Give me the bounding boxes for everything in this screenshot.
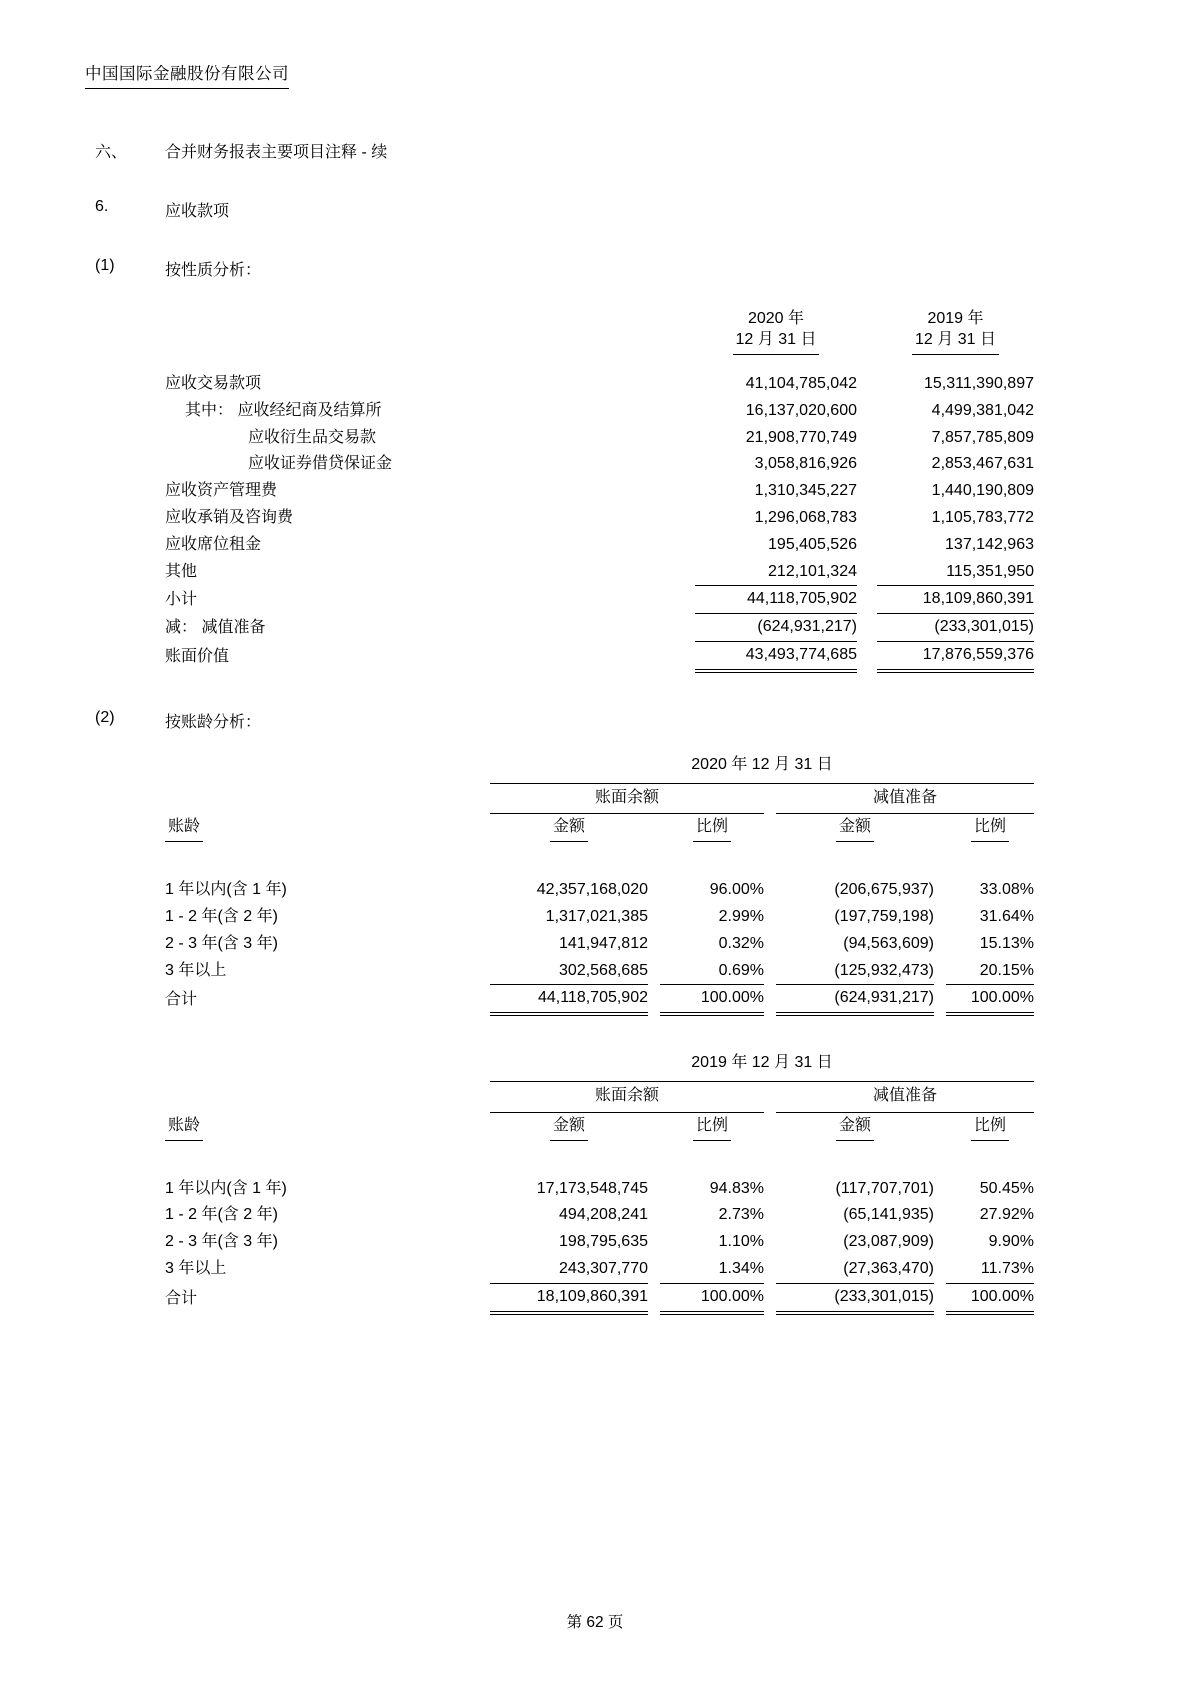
impairment-amount: (117,707,701) [835,1179,934,1197]
gross-ratio: 100.00% [660,1283,764,1312]
gross-amount: 302,568,685 [559,961,648,979]
impairment-ratio: 100.00% [946,985,1034,1014]
gross-amount: 42,357,168,020 [536,881,648,899]
gross-ratio: 0.69% [718,961,764,979]
section-note-title: 应收款项 [165,203,230,220]
row-label: 应收资产管理费 [165,482,278,500]
subtotal-row [165,586,1034,614]
table-row [165,904,1034,931]
value-2019: 137,142,963 [945,535,1034,553]
gross-ratio: 2.99% [718,907,764,925]
impairment-amount: (94,563,609) [843,934,934,952]
value-2020: 3,058,816,926 [754,455,857,473]
impairment-ratio: 50.45% [979,1179,1034,1197]
section-part2-number: (2) [95,708,115,726]
column-header-row [165,814,1034,845]
table-row [165,478,1034,505]
value-2020: 16,137,020,600 [745,401,857,419]
impairment-ratio: 27.92% [979,1206,1034,1224]
row-label: 3 年以上 [165,962,227,980]
table-row [165,371,1034,398]
table-title-row [165,1050,1034,1081]
amount-header: 金额 [550,1116,588,1141]
aging-2019-table [165,1050,1034,1314]
table-row [165,398,1034,425]
gross-amount: 243,307,770 [559,1259,648,1277]
row-label: 1 - 2 年(含 2 年) [165,907,278,925]
section-part2-title: 按账龄分析： [165,713,262,731]
value-2020: 1,296,068,783 [754,508,857,526]
gross-ratio: 1.34% [718,1259,764,1277]
table-row [165,1202,1034,1229]
date-label-2019: 12 月 31 日 [912,330,999,355]
section-part2 [95,709,1115,732]
receivables-by-nature-table [165,304,1034,673]
table-row [165,532,1034,559]
section-main [95,139,1115,162]
gross-amount: 1,317,021,385 [545,907,648,925]
section-note-number: 6. [95,198,109,215]
value-2020: 44,118,705,902 [695,586,857,614]
impairment-ratio: 20.15% [979,961,1034,979]
impairment-amount: (206,675,937) [834,881,934,899]
row-label: 3 年以上 [165,1260,227,1278]
table-row [165,877,1034,904]
table-row [165,451,1034,478]
carrying-value-row [165,641,1034,670]
value-2020: 212,101,324 [768,562,857,580]
row-label: 应收衍生品交易款 [248,428,377,446]
aging-column-label: 账龄 [165,1116,203,1141]
value-2019: (233,301,015) [877,614,1034,642]
table-title: 2019 年 12 月 31 日 [490,1050,1034,1081]
column-header-2020 [695,304,857,357]
gross-amount: 17,173,548,745 [536,1179,648,1197]
impairment-ratio: 33.08% [979,881,1034,899]
total-row [165,1283,1034,1312]
impairment-ratio: 11.73% [980,1259,1034,1277]
value-2019: 15,311,390,897 [923,374,1034,392]
gross-amount: 141,947,812 [559,934,648,952]
table-row [165,931,1034,958]
table-row [165,425,1034,452]
table-header-row [165,304,1034,357]
row-label: 1 - 2 年(含 2 年) [165,1206,278,1224]
value-2019: 115,351,950 [946,562,1034,580]
group-header-impairment: 减值准备 [776,783,1034,814]
gross-ratio: 0.32% [718,934,764,952]
table-row [165,505,1034,532]
row-label: 1 年以内(含 1 年) [165,1179,287,1197]
impairment-row [165,614,1034,642]
section-main-title: 合并财务报表主要项目注释 - 续 [165,144,388,161]
table-title-row [165,752,1034,783]
row-label: 小计 [165,590,198,608]
company-name: 中国国际金融股份有限公司 [85,60,289,89]
gross-amount: 18,109,860,391 [490,1283,648,1312]
column-header-2019 [877,304,1034,357]
value-2020: 195,405,526 [768,535,857,553]
gross-ratio: 2.73% [718,1206,764,1224]
value-2019: 17,876,559,376 [877,641,1034,670]
section-part1-number: (1) [95,257,115,274]
row-label: 其他 [165,563,198,581]
group-header-gross: 账面余额 [490,783,764,814]
table-row [165,559,1034,586]
row-label: 应收席位租金 [165,535,262,553]
group-header-row [165,1081,1034,1112]
aging-column-label: 账龄 [165,817,203,842]
gross-ratio: 1.10% [718,1233,764,1251]
amount-header: 金额 [836,817,874,842]
impairment-amount: (233,301,015) [776,1283,934,1312]
impairment-amount: (197,759,198) [834,907,934,925]
gross-amount: 198,795,635 [559,1233,648,1251]
row-label: 应收证券借贷保证金 [248,455,393,473]
row-label: 减： 减值准备 [165,618,266,636]
row-label: 合计 [165,991,198,1009]
row-label: 其中： 应收经纪商及结算所 [185,401,382,419]
value-2019: 4,499,381,042 [931,401,1034,419]
group-header-impairment: 减值准备 [776,1081,1034,1112]
section-main-number: 六、 [95,144,128,161]
impairment-ratio: 100.00% [946,1283,1034,1312]
section-note [95,198,1115,221]
value-2019: 18,109,860,391 [877,586,1034,614]
row-label: 2 - 3 年(含 3 年) [165,934,278,952]
column-header-row [165,1112,1034,1143]
value-2020: 21,908,770,749 [745,428,857,446]
gross-amount: 44,118,705,902 [490,985,648,1014]
total-row [165,985,1034,1014]
table-row [165,958,1034,985]
row-label: 2 - 3 年(含 3 年) [165,1233,278,1251]
table-row [165,1256,1034,1283]
gross-ratio: 96.00% [709,881,764,899]
group-header-gross: 账面余额 [490,1081,764,1112]
value-2020: (624,931,217) [695,614,857,642]
page-number: 第 62 页 [566,1614,624,1631]
amount-header: 金额 [550,817,588,842]
aging-2020-table [165,752,1034,1016]
impairment-ratio: 9.90% [988,1233,1034,1251]
impairment-ratio: 31.64% [979,907,1034,925]
value-2019: 2,853,467,631 [931,455,1034,473]
row-label: 应收交易款项 [165,374,262,392]
ratio-header: 比例 [971,1116,1009,1141]
ratio-header: 比例 [971,817,1009,842]
value-2019: 1,440,190,809 [931,482,1034,500]
gross-ratio: 94.83% [709,1179,764,1197]
impairment-amount: (23,087,909) [843,1233,934,1251]
impairment-amount: (65,141,935) [843,1206,934,1224]
gross-amount: 494,208,241 [559,1206,648,1224]
section-part1 [95,257,1115,280]
ratio-header: 比例 [693,817,731,842]
gross-ratio: 100.00% [660,985,764,1014]
year-label-2020: 2020 年 [747,310,805,327]
row-label: 账面价值 [165,647,230,665]
table-title: 2020 年 12 月 31 日 [490,752,1034,783]
impairment-amount: (27,363,470) [843,1259,934,1277]
group-header-row [165,783,1034,814]
value-2020: 1,310,345,227 [754,482,857,500]
value-2020: 43,493,774,685 [695,641,857,670]
value-2019: 1,105,783,772 [931,508,1034,526]
row-label: 应收承销及咨询费 [165,508,294,526]
amount-header: 金额 [836,1116,874,1141]
value-2020: 41,104,785,042 [745,374,857,392]
table-row [165,1176,1034,1203]
row-label: 1 年以内(含 1 年) [165,881,287,899]
impairment-ratio: 15.13% [979,934,1034,952]
year-label-2019: 2019 年 [927,310,984,327]
table-row [165,1229,1034,1256]
ratio-header: 比例 [693,1116,731,1141]
value-2019: 7,857,785,809 [931,428,1034,446]
impairment-amount: (624,931,217) [776,985,934,1014]
date-label-2020: 12 月 31 日 [733,330,820,355]
section-part1-title: 按性质分析： [165,262,262,279]
impairment-amount: (125,932,473) [834,961,934,979]
row-label: 合计 [165,1289,198,1307]
